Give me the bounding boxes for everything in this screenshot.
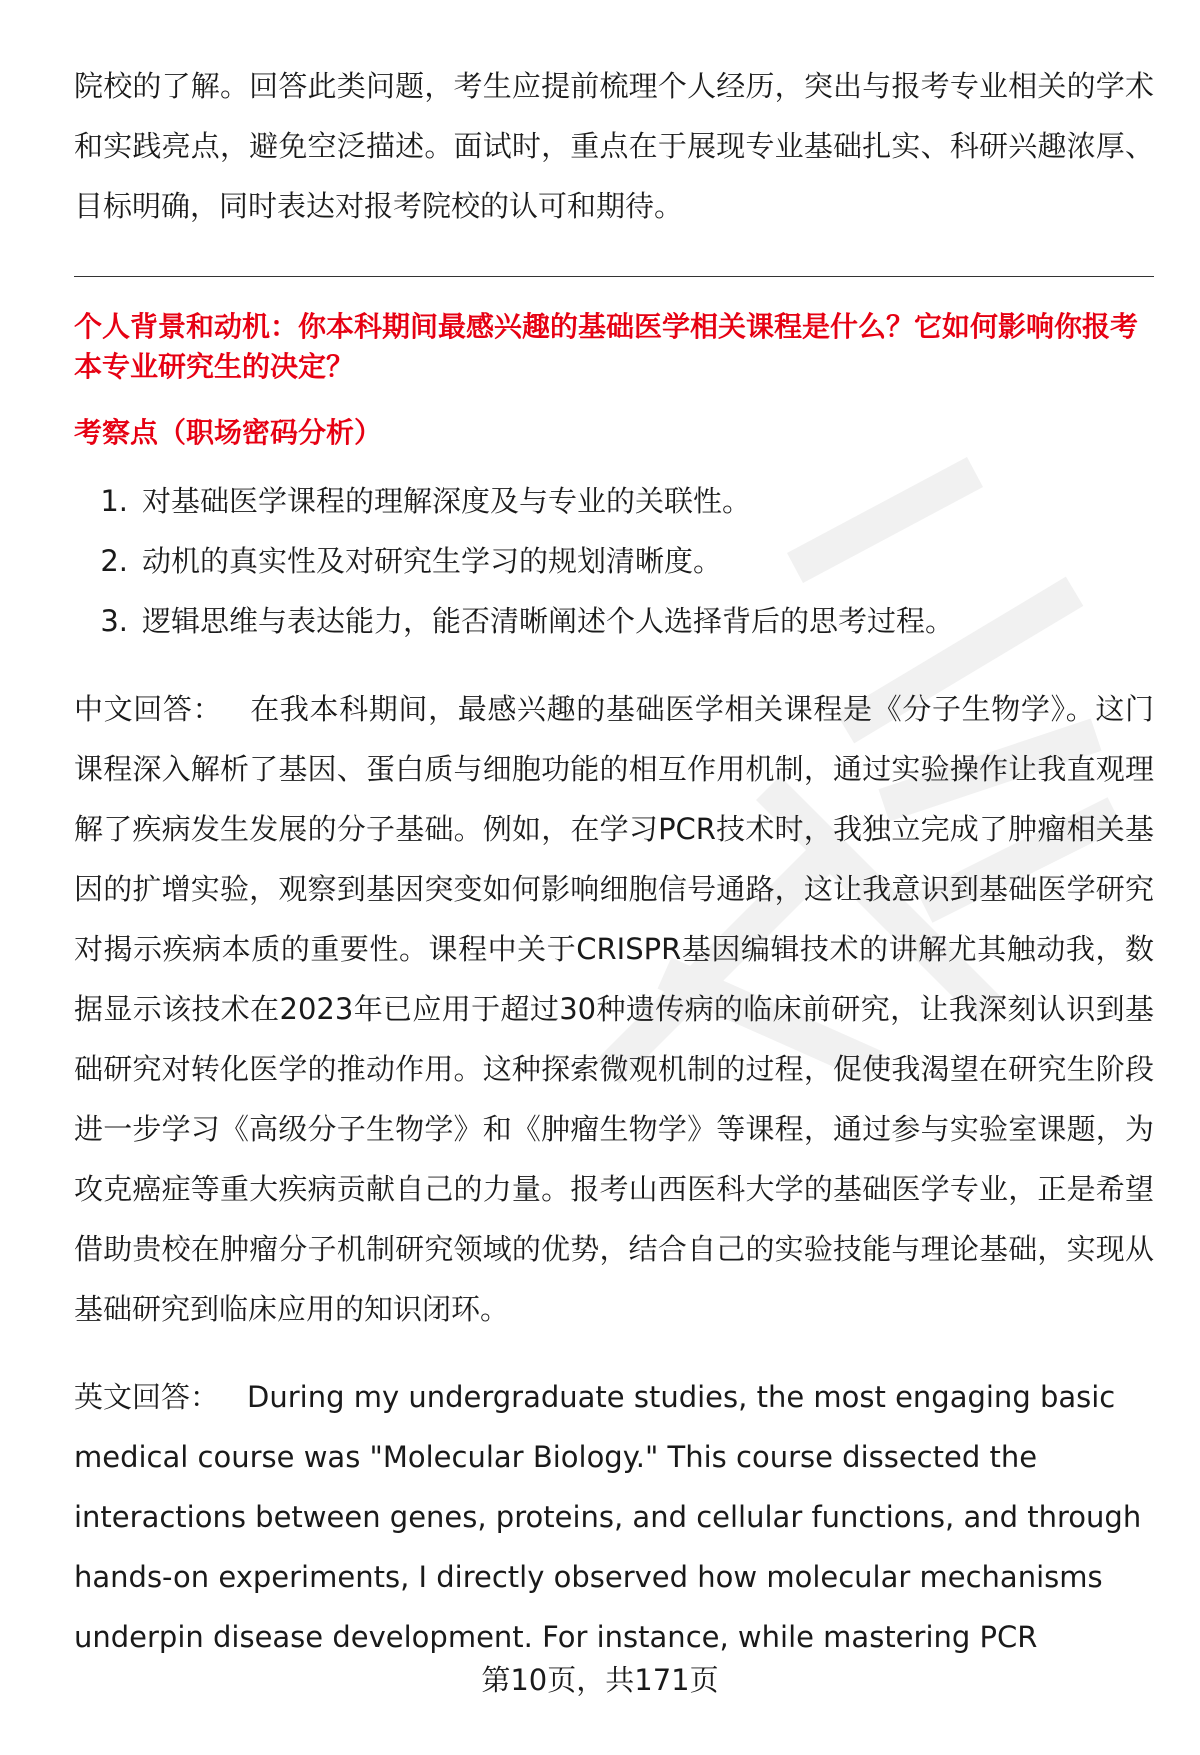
intro-paragraph: 院校的了解。回答此类问题，考生应提前梳理个人经历，突出与报考专业相关的学术和实践亮点，避免空泛描述。面试时，重点在于展现专业基础扎实、科研兴趣浓厚、目标明确，同时表达对报考院校的认可和期待。 bbox=[74, 69, 1154, 223]
chinese-answer bbox=[74, 679, 1154, 1339]
assessment-points-list bbox=[74, 471, 1154, 651]
english-answer bbox=[74, 1367, 1154, 1667]
page-footer: 第10页，共171页 bbox=[481, 1663, 719, 1697]
list-item-text: 动机的真实性及对研究生学习的规划清晰度。 bbox=[142, 544, 723, 578]
list-item-text: 对基础医学课程的理解深度及与专业的关联性。 bbox=[142, 484, 752, 518]
chinese-answer-label: 中文回答： bbox=[74, 692, 223, 726]
english-answer-text: During my undergraduate studies, the most engaging basic medical course was "Molecular Biology." This course dissected the interactions between genes, proteins, and cellular functions, and through hands-on experiments, I directly observed how molecular mechanisms underpin disease development. For instance, while mastering PCR bbox=[74, 1380, 1142, 1654]
list-item-number: 2. bbox=[100, 544, 128, 578]
list-item-number: 1. bbox=[100, 484, 128, 518]
document-content bbox=[74, 56, 1154, 1667]
list-item-text: 逻辑思维与表达能力，能否清晰阐述个人选择背后的思考过程。 bbox=[142, 604, 955, 638]
list-item bbox=[74, 531, 1154, 591]
chinese-answer-text: 在我本科期间，最感兴趣的基础医学相关课程是《分子生物学》。这门课程深入解析了基因、蛋白质与细胞功能的相互作用机制，通过实验操作让我直观理解了疾病发生发展的分子基础。例如，在学习PCR技术时，我独立完成了肿瘤相关基因的扩增实验，观察到基因突变如何影响细胞信号通路，这让我意识到基础医学研究对揭示疾病本质的重要性。课程中关于CRISPR基因编辑技术的讲解尤其触动我，数据显示该技术在2023年已应用于超过30种遗传病的临床前研究，让我深刻认识到基础研究对转化医学的推动作用。这种探索微观机制的过程，促使我渴望在研究生阶段进一步学习《高级分子生物学》和《肿瘤生物学》等课程，通过参与实验室课题，为攻克癌症等重大疾病贡献自己的力量。报考山西医科大学的基础医学专业，正是希望借助贵校在肿瘤分子机制研究领域的优势，结合自己的实验技能与理论基础，实现从基础研究到临床应用的知识闭环。 bbox=[74, 692, 1154, 1326]
list-item bbox=[74, 471, 1154, 531]
section-divider bbox=[74, 276, 1154, 277]
question-heading: 个人背景和动机：你本科期间最感兴趣的基础医学相关课程是什么？它如何影响你报考本专业研究生的决定？ bbox=[74, 310, 1139, 383]
english-answer-label: 英文回答： bbox=[74, 1380, 220, 1414]
list-item bbox=[74, 591, 1154, 651]
assessment-points-heading: 考察点（职场密码分析） bbox=[74, 416, 383, 449]
list-item-number: 3. bbox=[100, 604, 128, 638]
